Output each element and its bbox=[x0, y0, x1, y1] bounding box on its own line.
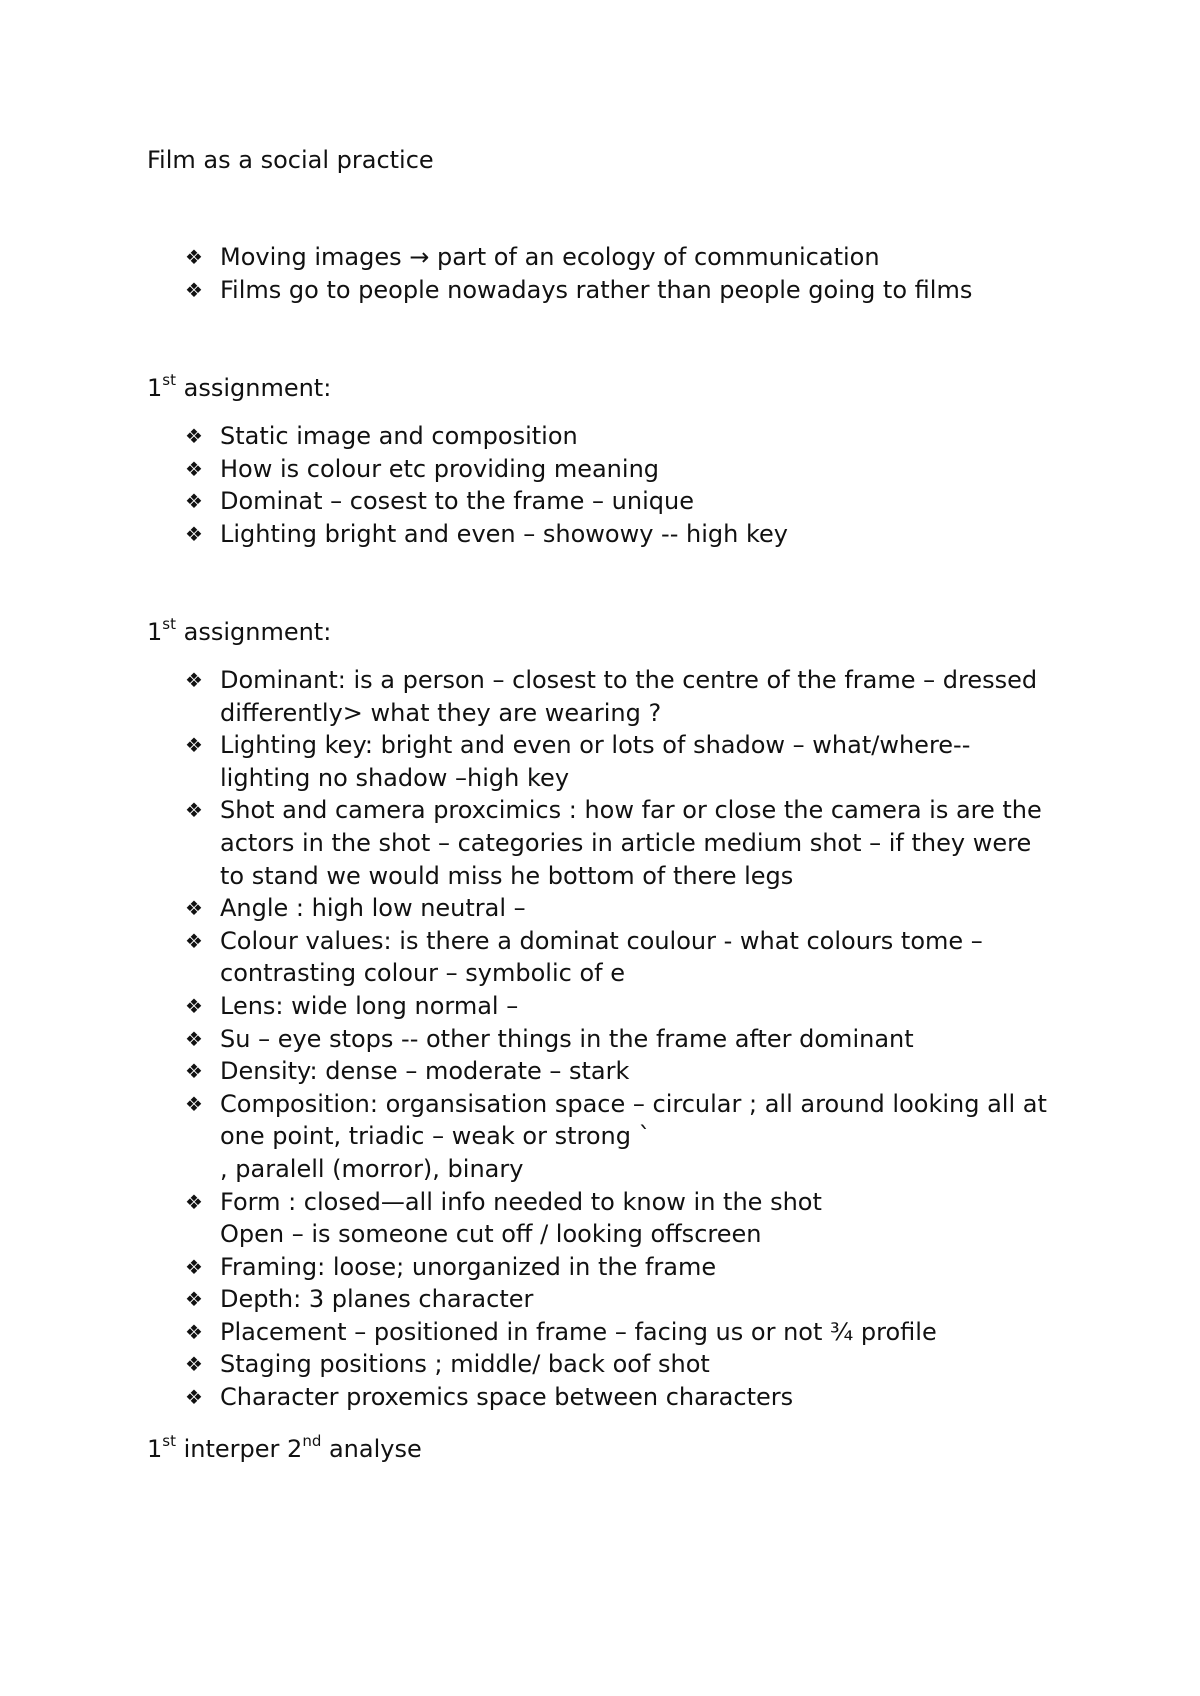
list-item: ❖ Shot and camera proxcimics : how far or close the camera is are the actors in the shot – categories in article medium shot – if they were to stand we would miss he bottom of there legs bbox=[185, 796, 1042, 890]
bullet-icon: ❖ bbox=[185, 798, 203, 823]
section2-bullet-list bbox=[185, 664, 1047, 1414]
bullet-icon: ❖ bbox=[185, 1385, 203, 1410]
list-item: ❖ Colour values: is there a dominat coulour - what colours tome – contrasting colour – symbolic of e bbox=[185, 926, 983, 988]
list-item: ❖ Dominat – cosest to the frame – unique bbox=[185, 485, 788, 518]
list-item: ❖ Moving images → part of an ecology of communication bbox=[185, 241, 972, 274]
bullet-icon: ❖ bbox=[185, 1319, 203, 1344]
bullet-icon: ❖ bbox=[185, 489, 203, 514]
list-item: ❖ Character proxemics space between characters bbox=[185, 1381, 1047, 1414]
bullet-icon: ❖ bbox=[185, 1026, 203, 1051]
bullet-icon: ❖ bbox=[185, 896, 203, 921]
intro-bullet-list bbox=[185, 241, 972, 306]
list-item: ❖ Depth: 3 planes character bbox=[185, 1283, 1047, 1316]
bullet-icon: ❖ bbox=[185, 424, 203, 448]
bullet-icon: ❖ bbox=[185, 668, 203, 692]
list-item: ❖ Lighting key: bright and even or lots of shadow – what/where-- lighting no shadow –high key bbox=[185, 731, 971, 792]
list-item: ❖ Staging positions ; middle/ back oof shot bbox=[185, 1348, 1047, 1381]
bullet-icon: ❖ bbox=[185, 928, 203, 953]
bullet-icon: ❖ bbox=[185, 1091, 203, 1116]
list-item: ❖ Su – eye stops -- other things in the frame after dominant bbox=[185, 1023, 1047, 1056]
list-item: ❖ Density: dense – moderate – stark bbox=[185, 1055, 1047, 1088]
bullet-icon: ❖ bbox=[185, 521, 203, 546]
section-heading-2: 1st assignment: bbox=[147, 615, 332, 646]
bullet-icon: ❖ bbox=[185, 1254, 203, 1279]
list-item: ❖ Lens: wide long normal – bbox=[185, 990, 1047, 1023]
list-item: ❖ Placement – positioned in frame – facing us or not ¾ profile bbox=[185, 1316, 1047, 1349]
bullet-icon: ❖ bbox=[185, 245, 203, 269]
bullet-icon: ❖ bbox=[185, 1189, 203, 1214]
list-item: ❖ Lighting bright and even – showowy -- high key bbox=[185, 518, 788, 551]
list-item: ❖ Framing: loose; unorganized in the frame bbox=[185, 1251, 1047, 1284]
list-item: ❖ Form : closed—all info needed to know in the shot Open – is someone cut off / looking offscreen bbox=[185, 1187, 822, 1249]
list-item: ❖ Angle : high low neutral – bbox=[185, 892, 1047, 925]
list-item: ❖ Films go to people nowadays rather than people going to films bbox=[185, 274, 972, 307]
bullet-icon: ❖ bbox=[185, 277, 203, 302]
section-heading-1: 1st assignment: bbox=[147, 371, 332, 402]
bullet-icon: ❖ bbox=[185, 1287, 203, 1312]
bullet-icon: ❖ bbox=[185, 456, 203, 481]
list-item: ❖ Static image and composition bbox=[185, 420, 788, 453]
footer-line: 1st interper 2nd analyse bbox=[147, 1432, 422, 1463]
bullet-icon: ❖ bbox=[185, 733, 203, 758]
section1-bullet-list bbox=[185, 420, 788, 550]
bullet-icon: ❖ bbox=[185, 1059, 203, 1084]
bullet-icon: ❖ bbox=[185, 993, 203, 1018]
list-item: ❖ How is colour etc providing meaning bbox=[185, 453, 788, 486]
list-item: ❖ Dominant: is a person – closest to the centre of the frame – dressed differently> what they are wearing ? bbox=[185, 666, 1038, 727]
list-item: ❖ Composition: organsisation space – circular ; all around looking all at one point, triadic – weak or strong ` , paralell (morror), binary bbox=[185, 1089, 1047, 1183]
bullet-icon: ❖ bbox=[185, 1352, 203, 1377]
page-title: Film as a social practice bbox=[147, 146, 434, 174]
